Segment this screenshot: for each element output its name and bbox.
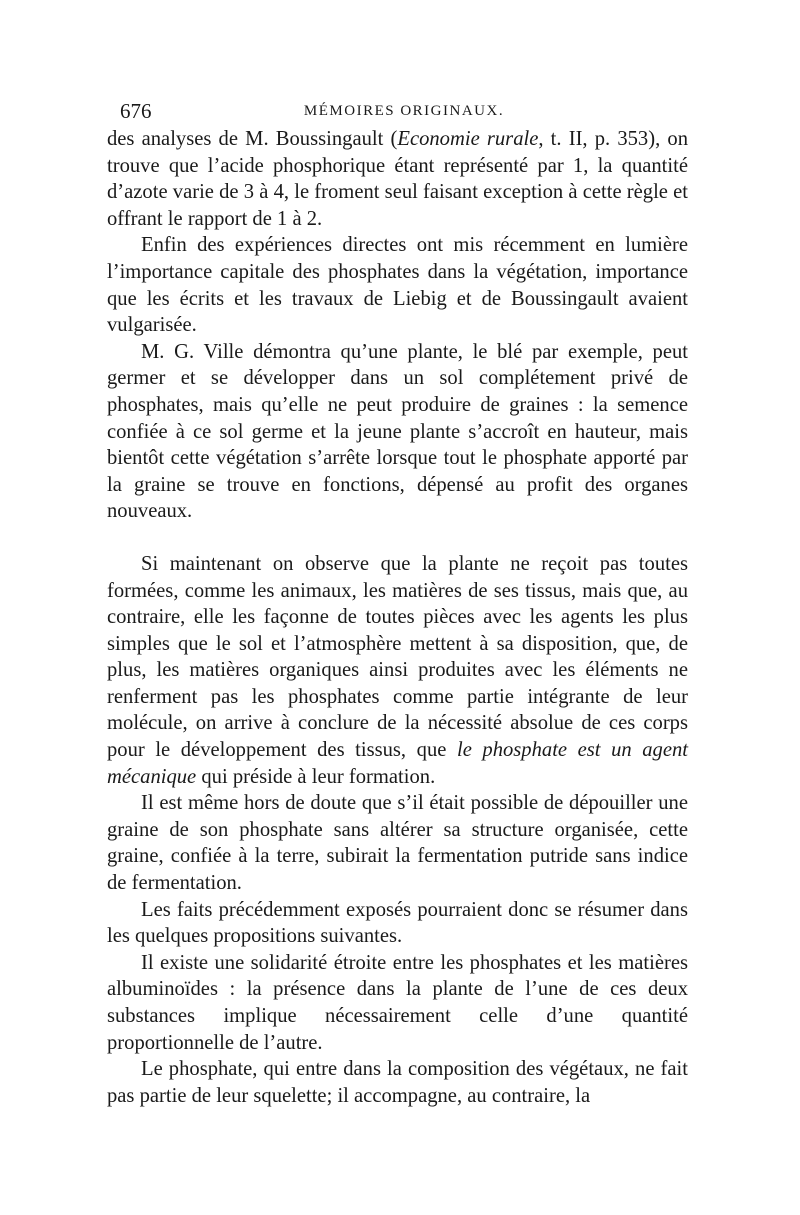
paragraph-4: [107, 551, 688, 790]
page-number: 676: [120, 99, 152, 123]
paragraph-1-text-start: des analyses de M. Boussingault (: [107, 128, 398, 150]
paragraph-6: Les faits précédemment exposés pourraient donc se résumer dans les quelques propositions suivantes.: [107, 898, 688, 948]
paragraph-5: Il est même hors de doute que s’il était possible de dépouiller une graine de son phosphate sans altérer sa structure organisée, cette graine, confiée à la terre, subirait la fermentation putride sans indice de fermentation.: [107, 792, 688, 895]
paragraph-4-italic: le phosphate est un agent mécanique: [107, 739, 688, 788]
body-text: [107, 126, 688, 1109]
paragraph-3: M. G. Ville démontra qu’une plante, le blé par exemple, peut germer et se développer dans un sol complétement privé de phosphates, mais qu’elle ne peut produire de graines : la semence confiée à ce sol germe et la jeune plante s’accroît en hauteur, mais bientôt cette végétation s’arrête lorsque tout le phosphate apporté par la graine se trouve en fonctions, dépensé au profit des organes nouveaux.: [107, 340, 688, 523]
paragraph-8: Le phosphate, qui entre dans la composition des végétaux, ne fait pas partie de leur squelette; il accompagne, au contraire, la: [107, 1058, 688, 1107]
paragraph-7: Il existe une solidarité étroite entre les phosphates et les matières albuminoïdes : la présence dans la plante de l’une de ces deux substances implique nécessairement celle d’une quantité proportionnelle de l’autre.: [107, 951, 688, 1054]
paragraph-2: Enfin des expériences directes ont mis récemment en lumière l’importance capitale des phosphates dans la végétation, importance que les écrits et les travaux de Liebig et de Boussingault avaient vulgarisée.: [107, 234, 688, 337]
paragraph-4-text-start: Si maintenant on observe que la plante ne reçoit pas toutes formées, comme les animaux, les matières de ses tissus, mais que, au contraire, elle les façonne de toutes pièces avec les agents les plus simples que le sol et l’atmosphère mettent à sa disposition, que, de plus, les matières organiques ainsi produites avec les éléments ne renferment pas les phosphates comme partie intégrante de leur molécule, on arrive à conclure de la nécessité absolue de ces corps pour le développement des tissus, que: [107, 552, 688, 762]
running-title: MÉMOIRES ORIGINAUX.: [303, 103, 505, 119]
paragraph-4-text-end: qui préside à leur formation.: [196, 765, 436, 788]
page-header: [120, 96, 688, 126]
paragraph-1: [107, 126, 688, 232]
paragraph-1-italic: Economie rurale: [397, 128, 539, 150]
paragraph-1-text-end: , t. II, p. 353), on trouve que l’acide phosphorique étant représenté par 1, la quantité d’azote varie de 3 à 4, le froment seul faisant exception à cette règle et offrant le rapport de 1 à 2.: [107, 128, 688, 230]
